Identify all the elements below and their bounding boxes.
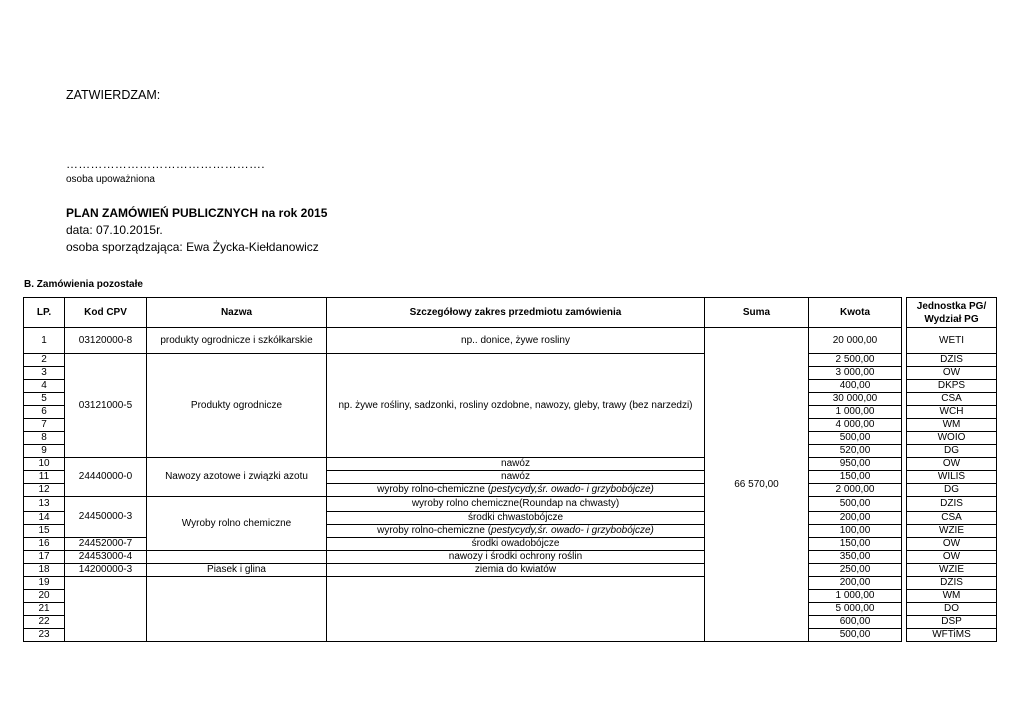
jednostka-cell: WETI (907, 328, 997, 354)
kwota-cell: 500,00 (809, 497, 902, 512)
zakres-cell: np.. donice, żywe rosliny (327, 328, 705, 354)
authorized-person-label: osoba upoważniona (66, 174, 155, 185)
zakres-cell (327, 484, 705, 497)
table-row (24, 577, 997, 590)
kwota-cell: 5 000,00 (809, 603, 902, 616)
kwota-cell: 30 000,00 (809, 393, 902, 406)
cpv-cell: 24440000-0 (65, 458, 147, 497)
jednostka-cell: WOIO (907, 432, 997, 445)
lp-cell: 18 (24, 564, 65, 577)
col-header-suma: Suma (705, 298, 809, 328)
lp-cell: 7 (24, 419, 65, 432)
zakres-cell: środki owadobójcze (327, 538, 705, 551)
nazwa-cell: Produkty ogrodnicze (147, 354, 327, 458)
kwota-cell: 350,00 (809, 551, 902, 564)
lp-cell: 6 (24, 406, 65, 419)
lp-cell: 17 (24, 551, 65, 564)
table-row (24, 551, 997, 564)
jednostka-cell: OW (907, 551, 997, 564)
lp-cell: 13 (24, 497, 65, 512)
preparer-label: osoba sporządzająca: Ewa Życka-Kiełdanowicz (66, 240, 319, 254)
jednostka-cell: DO (907, 603, 997, 616)
jednostka-cell: OW (907, 458, 997, 471)
zakres-cell: nawóz (327, 458, 705, 471)
zakres-cell: wyroby rolno chemiczne(Roundap na chwasty) (327, 497, 705, 512)
zakres-cell: nawóz (327, 471, 705, 484)
zakres-italic-text: pestycydy,śr. owado- i grzybobójcze) (491, 525, 654, 536)
table-row (24, 497, 997, 512)
suma-cell: 66 570,00 (705, 328, 809, 642)
signature-line: …………………………………………. (66, 157, 265, 171)
jednostka-cell: CSA (907, 393, 997, 406)
section-title: B. Zamówienia pozostałe (24, 279, 143, 290)
nazwa-cell: Wyroby rolno chemiczne (147, 497, 327, 551)
kwota-cell: 2 500,00 (809, 354, 902, 367)
plan-title: PLAN ZAMÓWIEŃ PUBLICZNYCH na rok 2015 (66, 206, 328, 220)
plan-date: data: 07.10.2015r. (66, 223, 163, 237)
lp-cell: 22 (24, 616, 65, 629)
zakres-cell: np. żywe rośliny, sadzonki, rosliny ozdobne, nawozy, gleby, trawy (bez narzedzi) (327, 354, 705, 458)
lp-cell: 3 (24, 367, 65, 380)
kwota-cell: 20 000,00 (809, 328, 902, 354)
table-row (24, 458, 997, 471)
col-header-jednostka: Jednostka PG/ Wydział PG (907, 298, 997, 328)
nazwa-cell (147, 577, 327, 642)
nazwa-cell: Nawozy azotowe i związki azotu (147, 458, 327, 497)
jednostka-cell: CSA (907, 512, 997, 525)
jednostka-cell: WILIŚ (907, 471, 997, 484)
cpv-cell: 03121000-5 (65, 354, 147, 458)
zakres-cell: nawozy i środki ochrony roślin (327, 551, 705, 564)
kwota-cell: 250,00 (809, 564, 902, 577)
kwota-cell: 200,00 (809, 512, 902, 525)
kwota-cell: 100,00 (809, 525, 902, 538)
kwota-cell: 4 000,00 (809, 419, 902, 432)
cpv-cell: 14200000-3 (65, 564, 147, 577)
cpv-cell (65, 577, 147, 642)
kwota-cell: 500,00 (809, 629, 902, 642)
kwota-cell: 600,00 (809, 616, 902, 629)
lp-cell: 8 (24, 432, 65, 445)
kwota-cell: 520,00 (809, 445, 902, 458)
jednostka-cell: DKPS (907, 380, 997, 393)
nazwa-cell (147, 551, 327, 564)
zakres-text: wyroby rolno-chemiczne ( (377, 525, 492, 536)
lp-cell: 10 (24, 458, 65, 471)
zakres-cell: ziemia do kwiatów (327, 564, 705, 577)
lp-cell: 15 (24, 525, 65, 538)
table-row (24, 328, 997, 354)
col-header-lp: LP. (24, 298, 65, 328)
zakres-cell (327, 577, 705, 642)
zakres-text: wyroby rolno-chemiczne ( (377, 484, 492, 495)
jednostka-cell: OW (907, 538, 997, 551)
lp-cell: 5 (24, 393, 65, 406)
lp-cell: 2 (24, 354, 65, 367)
jednostka-cell: DZIS (907, 354, 997, 367)
procurement-table (23, 297, 997, 642)
jednostka-cell: WZIE (907, 564, 997, 577)
nazwa-cell: produkty ogrodnicze i szkółkarskie (147, 328, 327, 354)
kwota-cell: 1 000,00 (809, 590, 902, 603)
lp-cell: 1 (24, 328, 65, 354)
lp-cell: 21 (24, 603, 65, 616)
jednostka-cell: WFTiMS (907, 629, 997, 642)
jednostka-cell: OW (907, 367, 997, 380)
cpv-cell: 24452000-7 (65, 538, 147, 551)
jednostka-cell: DG (907, 484, 997, 497)
lp-cell: 12 (24, 484, 65, 497)
kwota-cell: 400,00 (809, 380, 902, 393)
jednostka-cell: DZIS (907, 497, 997, 512)
col-header-zakres: Szczegółowy zakres przedmiotu zamówienia (327, 298, 705, 328)
jednostka-cell: WZIE (907, 525, 997, 538)
table-row (24, 354, 997, 367)
jednostka-cell: DZIS (907, 577, 997, 590)
lp-cell: 19 (24, 577, 65, 590)
kwota-cell: 150,00 (809, 471, 902, 484)
jednostka-cell: DSP (907, 616, 997, 629)
kwota-cell: 1 000,00 (809, 406, 902, 419)
lp-cell: 14 (24, 512, 65, 525)
jednostka-cell: DG (907, 445, 997, 458)
jednostka-cell: WM (907, 419, 997, 432)
kwota-cell: 2 000,00 (809, 484, 902, 497)
col-header-nazwa: Nazwa (147, 298, 327, 328)
nazwa-cell: Piasek i glina (147, 564, 327, 577)
table-row (24, 564, 997, 577)
lp-cell: 16 (24, 538, 65, 551)
kwota-cell: 200,00 (809, 577, 902, 590)
approve-label: ZATWIERDZAM: (66, 88, 161, 102)
kwota-cell: 150,00 (809, 538, 902, 551)
zakres-cell (327, 525, 705, 538)
lp-cell: 11 (24, 471, 65, 484)
lp-cell: 4 (24, 380, 65, 393)
cpv-cell: 24453000-4 (65, 551, 147, 564)
col-header-cpv: Kod CPV (65, 298, 147, 328)
jednostka-cell: WCH (907, 406, 997, 419)
kwota-cell: 950,00 (809, 458, 902, 471)
lp-cell: 23 (24, 629, 65, 642)
zakres-cell: środki chwastobójcze (327, 512, 705, 525)
lp-cell: 9 (24, 445, 65, 458)
kwota-cell: 500,00 (809, 432, 902, 445)
jednostka-cell: WM (907, 590, 997, 603)
col-header-kwota: Kwota (809, 298, 902, 328)
kwota-cell: 3 000,00 (809, 367, 902, 380)
cpv-cell: 24450000-3 (65, 497, 147, 538)
zakres-italic-text: pestycydy,śr. owado- i grzybobójcze) (491, 484, 654, 495)
lp-cell: 20 (24, 590, 65, 603)
cpv-cell: 03120000-8 (65, 328, 147, 354)
